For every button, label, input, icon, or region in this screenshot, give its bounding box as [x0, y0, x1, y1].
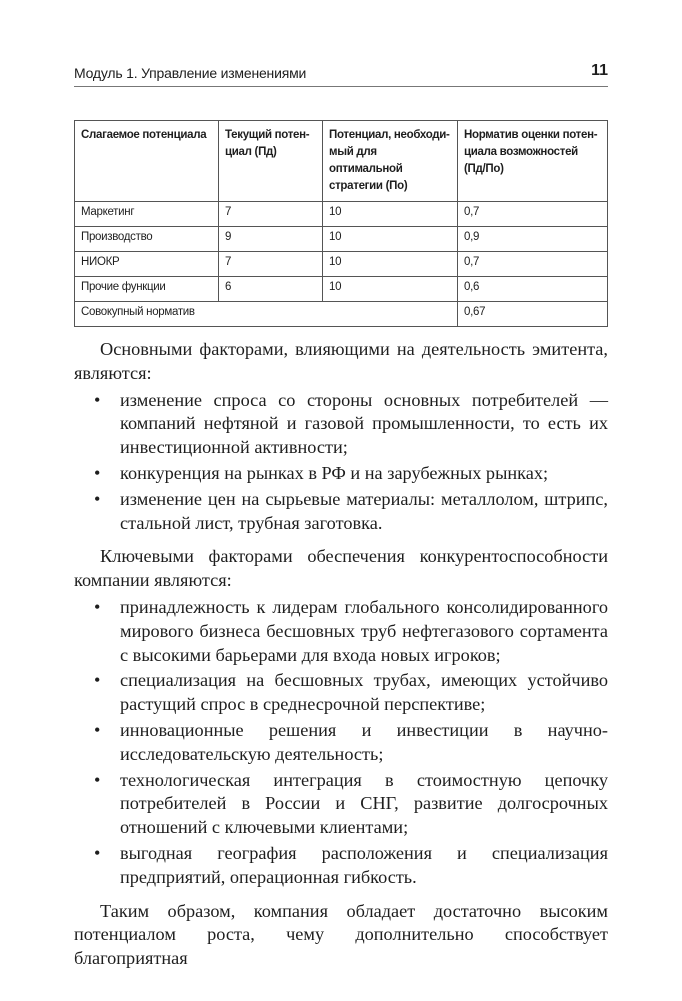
table-cell: Производство — [75, 227, 219, 252]
running-header — [74, 62, 608, 87]
table-cell: Прочие функции — [75, 277, 219, 302]
paragraph: Таким образом, компания обладает достаточно высоким потенциалом роста, чему дополнительно способствует благоприятная — [74, 900, 608, 969]
list-item-text: инновационные решения и инвестиции в научно-исследовательскую деятельность; — [120, 719, 608, 764]
table-total-value: 0,67 — [458, 302, 608, 327]
list-item — [74, 488, 608, 536]
list-item-text: конкуренция на рынках в РФ и на зарубежных рынках; — [120, 462, 549, 483]
table-total-row — [75, 302, 608, 327]
bullet-icon: • — [94, 769, 101, 790]
table-cell: НИОКР — [75, 252, 219, 277]
list-item — [74, 842, 608, 890]
bullet-icon: • — [94, 389, 101, 410]
bullet-icon: • — [94, 596, 101, 617]
paragraph: Ключевыми факторами обеспечения конкурентоспособности компании являются: — [74, 546, 608, 591]
table-header-cell: Слагаемое потенциала — [75, 121, 219, 202]
bullet-icon: • — [94, 670, 101, 691]
list-item — [74, 719, 608, 767]
paragraph: Основными факторами, влияющими на деятельность эмитента, являются: — [74, 339, 608, 383]
list-item — [74, 596, 608, 667]
bullet-list — [74, 389, 608, 536]
table-cell: 10 — [323, 202, 458, 227]
table-total-label: Совокупный норматив — [75, 302, 458, 327]
bullet-icon: • — [94, 488, 101, 509]
list-item — [74, 669, 608, 717]
list-item-text: технологическая интеграция в стоимостную цепочку потребителей в России и СНГ, развитие долгосрочных отношений с ключевыми клиентами; — [120, 769, 608, 838]
list-item — [74, 462, 608, 486]
table-cell: 6 — [219, 277, 323, 302]
list-item-text: изменение цен на сырьевые материалы: металлолом, штрипс, стальной лист, трубная заготовка. — [120, 488, 608, 533]
table-cell: 9 — [219, 227, 323, 252]
list-item-text: изменение спроса со стороны основных потребителей — компаний нефтяной и газовой промышленности, то есть их инвестиционной активности; — [120, 389, 608, 458]
list-item — [74, 389, 608, 460]
list-item-text: специализация на бесшовных трубах, имеющих устойчиво растущий спрос в среднесрочной перспективе; — [120, 670, 608, 715]
table-cell: 10 — [323, 277, 458, 302]
table-cell: 10 — [323, 227, 458, 252]
table-cell: 0,6 — [458, 277, 608, 302]
table-row — [75, 227, 608, 252]
table-header-cell: Текущий потен-циал (Пд) — [219, 121, 323, 202]
table-cell: 0,9 — [458, 227, 608, 252]
table-cell: 7 — [219, 202, 323, 227]
chapter-title: Модуль 1. Управление изменениями — [74, 65, 307, 81]
table-cell: 0,7 — [458, 202, 608, 227]
table-header-cell: Потенциал, необходи-мый для оптимальной стратегии (По) — [323, 121, 458, 202]
list-item-text: выгодная география расположения и специализация предприятий, операционная гибкость. — [120, 842, 608, 887]
bullet-icon: • — [94, 462, 101, 483]
list-item-text: принадлежность к лидерам глобального консолидированного мирового бизнеса бесшовных труб нефтегазового сортамента с высокими барьерами для входа новых игроков; — [120, 596, 608, 665]
table-header-row — [75, 121, 608, 202]
table-cell: Маркетинг — [75, 202, 219, 227]
list-item — [74, 769, 608, 840]
table-row — [75, 252, 608, 277]
page-number: 11 — [591, 62, 608, 79]
bullet-icon: • — [94, 842, 101, 863]
table-cell: 0,7 — [458, 252, 608, 277]
bullet-icon: • — [94, 719, 101, 740]
potential-table — [74, 120, 608, 327]
table-cell: 7 — [219, 252, 323, 277]
bullet-list — [74, 596, 608, 890]
table-cell: 10 — [323, 252, 458, 277]
table-header-cell: Норматив оценки потен-циала возможностей (Пд/По) — [458, 121, 608, 202]
body-text — [74, 338, 608, 971]
table-row — [75, 202, 608, 227]
table-row — [75, 277, 608, 302]
